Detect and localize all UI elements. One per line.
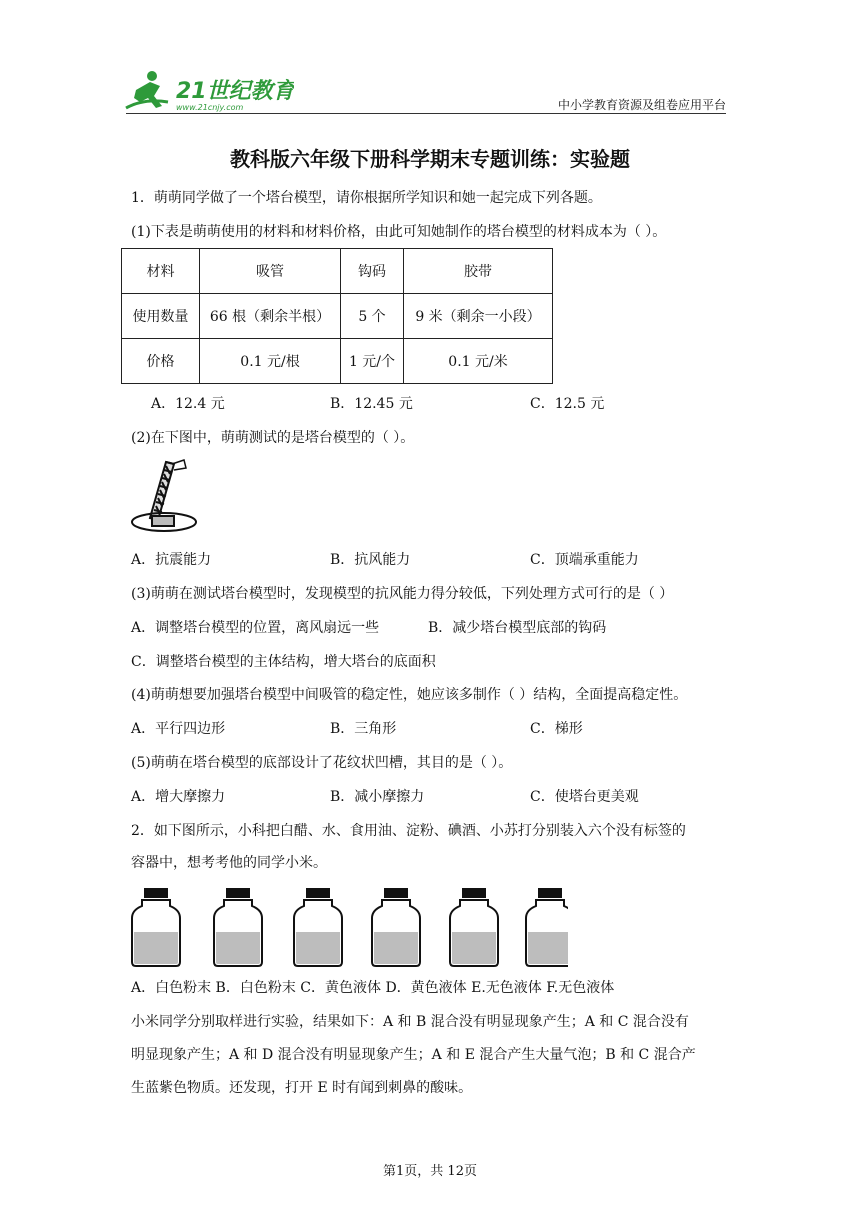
q1-sub4-option-a: A．平行四边形 (131, 721, 226, 737)
table-header-cell: 钩码 (341, 249, 404, 294)
q1-sub5: (5)萌萌在塔台模型的底部设计了花纹状凹槽，其目的是（ ）。 (131, 755, 513, 771)
table-header-cell: 胶带 (404, 249, 553, 294)
jar-icon (294, 888, 342, 966)
jar-icon (526, 888, 568, 966)
table-header-cell: 材料 (122, 249, 200, 294)
table-cell: 0.1 元/根 (200, 339, 341, 384)
table-cell: 1 元/个 (341, 339, 404, 384)
q1-sub2-option-a: A．抗震能力 (131, 552, 212, 568)
jar-icon (450, 888, 498, 966)
table-row (122, 339, 553, 384)
jar-icon (214, 888, 262, 966)
q1-sub4: (4)萌萌想要加强塔台模型中间吸管的稳定性，她应该多制作（ ）结构，全面提高稳定性。 (131, 687, 688, 703)
jar-icon (372, 888, 420, 966)
platform-name: 中小学教育资源及组卷应用平台 (557, 98, 726, 112)
q1-sub1-option-b: B．12.45 元 (330, 396, 413, 412)
q2-stem-line2: 容器中，想考考他的同学小米。 (131, 855, 327, 871)
logo-text: 21世纪教育 (176, 79, 294, 104)
materials-table (121, 248, 553, 384)
page-title: 教科版六年级下册科学期末专题训练：实验题 (230, 147, 630, 171)
q1-sub5-option-a: A．增大摩擦力 (131, 789, 226, 805)
q1-sub3-option-a: A．调整塔台模型的位置，离风扇远一些 (131, 620, 380, 636)
runner-icon (126, 71, 168, 108)
q1-sub3-option-c: C．调整塔台模型的主体结构，增大塔台的底面积 (131, 654, 436, 670)
tower-model-image (128, 458, 200, 544)
q1-sub3-option-b: B．减少塔台模型底部的钩码 (428, 620, 607, 636)
site-logo (124, 68, 294, 118)
q2-result-line2: 明显现象产生；A 和 D 混合没有明显现象产生；A 和 E 混合产生大量气泡；B 和 C 混合产 (131, 1047, 696, 1063)
q1-stem: 1．萌萌同学做了一个塔台模型，请你根据所学知识和她一起完成下列各题。 (131, 190, 602, 206)
q1-sub2: (2)在下图中，萌萌测试的是塔台模型的（ ）。 (131, 430, 415, 446)
table-row (122, 294, 553, 339)
q1-sub1-option-c: C．12.5 元 (530, 396, 605, 412)
tower-icon (132, 460, 196, 531)
q2-jar-labels: A．白色粉末 B．白色粉末 C．黄色液体 D．黄色液体 E.无色液体 F.无色液体 (131, 980, 615, 996)
table-cell: 使用数量 (122, 294, 200, 339)
table-cell: 5 个 (341, 294, 404, 339)
q1-sub1-option-a: A．12.4 元 (151, 396, 225, 412)
table-cell: 9 米（剩余一小段） (404, 294, 553, 339)
q1-sub4-option-c: C．梯形 (530, 721, 583, 737)
jar-icon (132, 888, 180, 966)
q1-sub1: (1)下表是萌萌使用的材料和材料价格，由此可知她制作的塔台模型的材料成本为（ ）。 (131, 224, 667, 240)
q1-sub3: (3)萌萌在测试塔台模型时，发现模型的抗风能力得分较低，下列处理方式可行的是（ ） (131, 586, 674, 602)
logo-url: www.21cnjy.com (176, 103, 244, 112)
table-cell: 66 根（剩余半根） (200, 294, 341, 339)
table-cell: 价格 (122, 339, 200, 384)
q1-sub5-option-c: C．使塔台更美观 (530, 789, 639, 805)
q1-sub2-option-c: C．顶端承重能力 (530, 552, 639, 568)
q1-sub4-option-b: B．三角形 (330, 721, 397, 737)
header-rule (126, 113, 726, 114)
table-header-cell: 吸管 (200, 249, 341, 294)
q2-stem-line1: 2．如下图所示，小科把白醋、水、食用油、淀粉、碘酒、小苏打分别装入六个没有标签的 (131, 823, 686, 839)
table-row (122, 249, 553, 294)
jars-image (128, 888, 568, 972)
q1-sub2-option-b: B．抗风能力 (330, 552, 411, 568)
q2-result-line3: 生蓝紫色物质。还发现，打开 E 时有闻到刺鼻的酸味。 (131, 1080, 473, 1096)
q1-sub5-option-b: B．减小摩擦力 (330, 789, 425, 805)
q2-result-line1: 小米同学分别取样进行实验，结果如下：A 和 B 混合没有明显现象产生；A 和 C 混合没有 (131, 1014, 689, 1030)
table-cell: 0.1 元/米 (404, 339, 553, 384)
page-footer: 第1页，共 12页 (383, 1164, 477, 1179)
